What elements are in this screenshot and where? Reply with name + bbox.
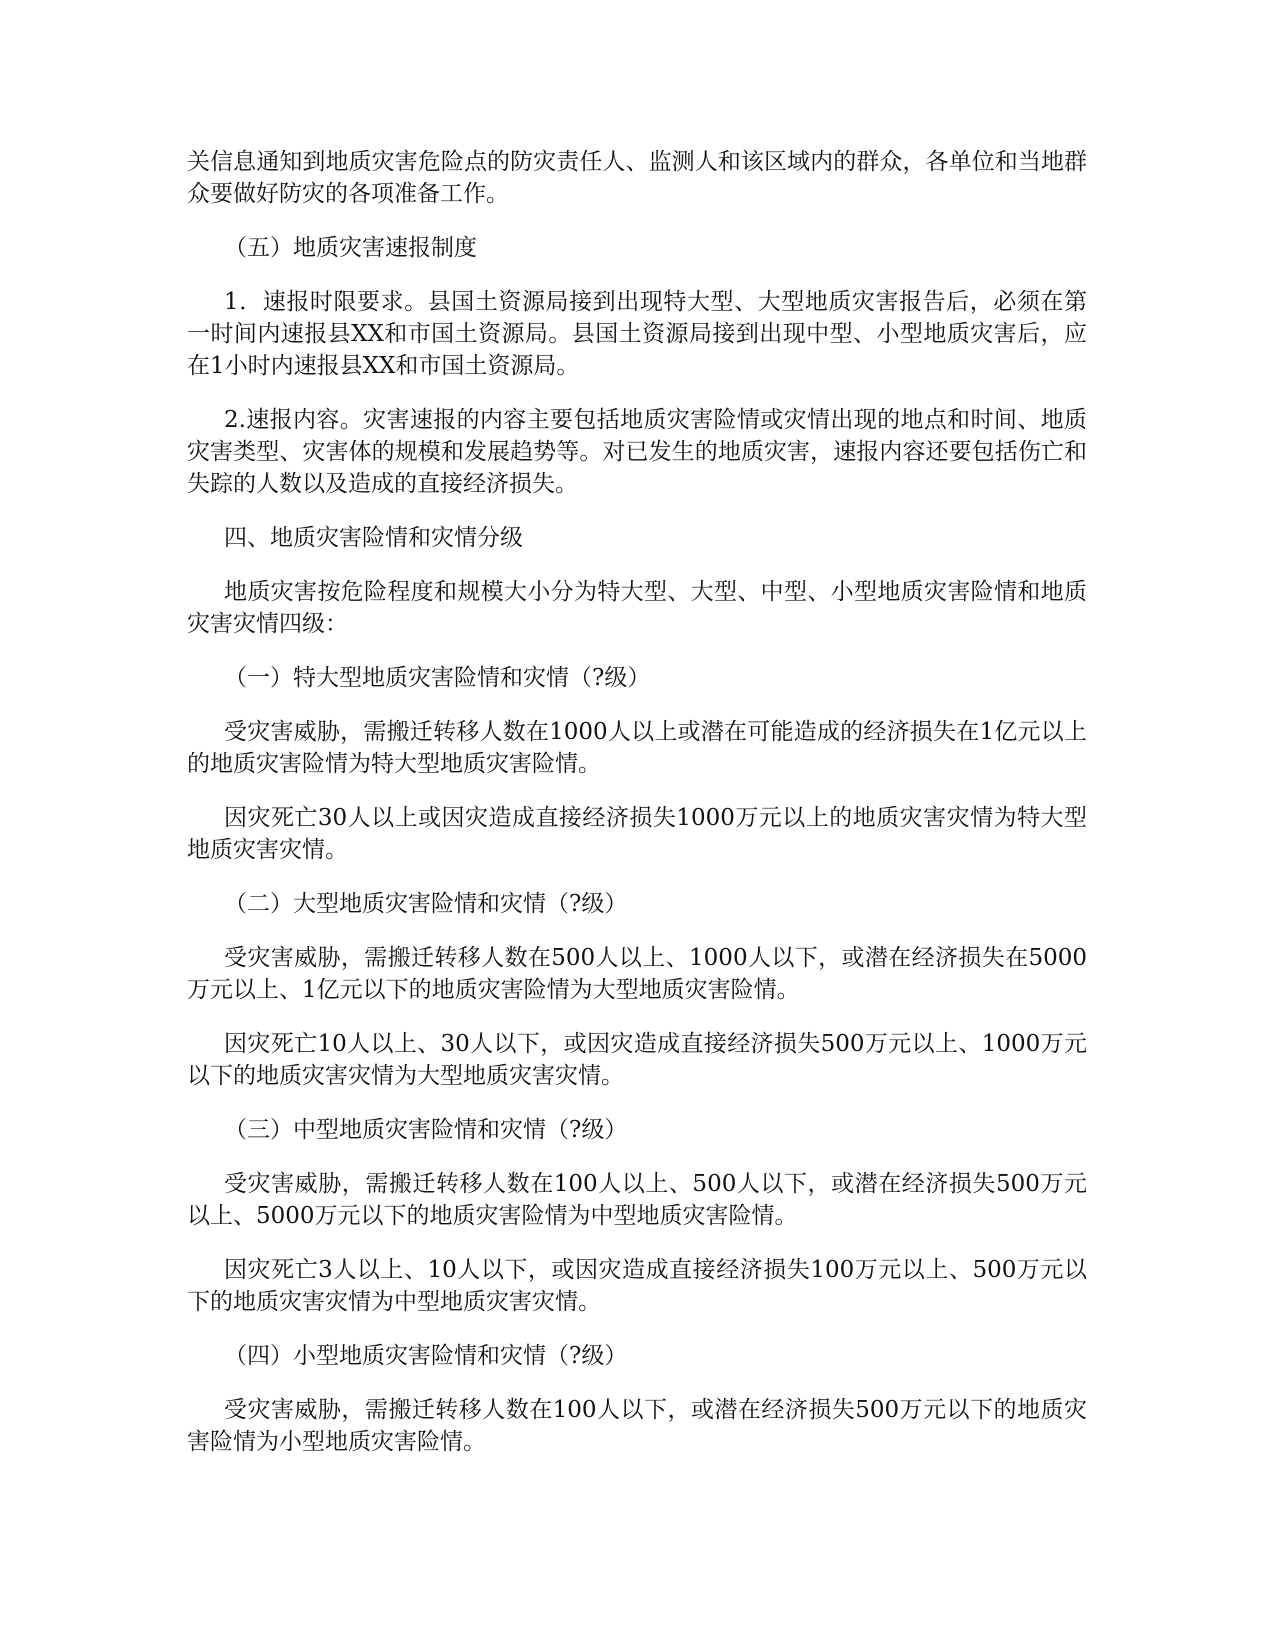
paragraph-continuation: 关信息通知到地质灾害危险点的防灾责任人、监测人和该区域内的群众，各单位和当地群众要做好防灾的各项准备工作。 — [187, 149, 1087, 207]
subheading-medium: （三）中型地质灾害险情和灾情（?级） — [224, 1117, 628, 1143]
subheading-extra-large: （一）特大型地质灾害险情和灾情（?级） — [224, 665, 651, 691]
paragraph-classification-intro: 地质灾害按危险程度和规模大小分为特大型、大型、中型、小型地质灾害险情和地质灾害灾情四级： — [187, 579, 1087, 637]
paragraph-report-time-limit: 1．速报时限要求。县国土资源局接到出现特大型、大型地质灾害报告后，必须在第一时间内速报县XX和市国土资源局。县国土资源局接到出现中型、小型地质灾害后，应在1小时内速报县XX和市国土资源局。 — [187, 289, 1087, 379]
paragraph-large-disaster: 因灾死亡10人以上、30人以下，或因灾造成直接经济损失500万元以上、1000万元以下的地质灾害灾情为大型地质灾害灾情。 — [187, 1031, 1087, 1089]
section-heading-classification: 四、地质灾害险情和灾情分级 — [224, 525, 523, 551]
paragraph-report-content: 2.速报内容。灾害速报的内容主要包括地质灾害险情或灾情出现的地点和时间、地质灾害类型、灾害体的规模和发展趋势等。对已发生的地质灾害，速报内容还要包括伤亡和失踪的人数以及造成的直接经济损失。 — [187, 407, 1087, 497]
paragraph-extra-large-danger: 受灾害威胁，需搬迁转移人数在1000人以上或潜在可能造成的经济损失在1亿元以上的地质灾害险情为特大型地质灾害险情。 — [187, 719, 1087, 777]
section-heading-report-system: （五）地质灾害速报制度 — [224, 235, 477, 261]
paragraph-extra-large-disaster: 因灾死亡30人以上或因灾造成直接经济损失1000万元以上的地质灾害灾情为特大型地质灾害灾情。 — [187, 805, 1087, 863]
paragraph-medium-disaster: 因灾死亡3人以上、10人以下，或因灾造成直接经济损失100万元以上、500万元以下的地质灾害灾情为中型地质灾害灾情。 — [187, 1257, 1087, 1315]
paragraph-small-danger: 受灾害威胁，需搬迁转移人数在100人以下，或潜在经济损失500万元以下的地质灾害险情为小型地质灾害险情。 — [187, 1397, 1087, 1455]
paragraph-medium-danger: 受灾害威胁，需搬迁转移人数在100人以上、500人以下，或潜在经济损失500万元以上、5000万元以下的地质灾害险情为中型地质灾害险情。 — [187, 1171, 1087, 1229]
subheading-large: （二）大型地质灾害险情和灾情（?级） — [224, 891, 628, 917]
subheading-small: （四）小型地质灾害险情和灾情（?级） — [224, 1343, 628, 1369]
document-page — [187, 146, 1087, 1480]
paragraph-large-danger: 受灾害威胁，需搬迁转移人数在500人以上、1000人以下，或潜在经济损失在5000万元以上、1亿元以下的地质灾害险情为大型地质灾害险情。 — [187, 945, 1087, 1003]
